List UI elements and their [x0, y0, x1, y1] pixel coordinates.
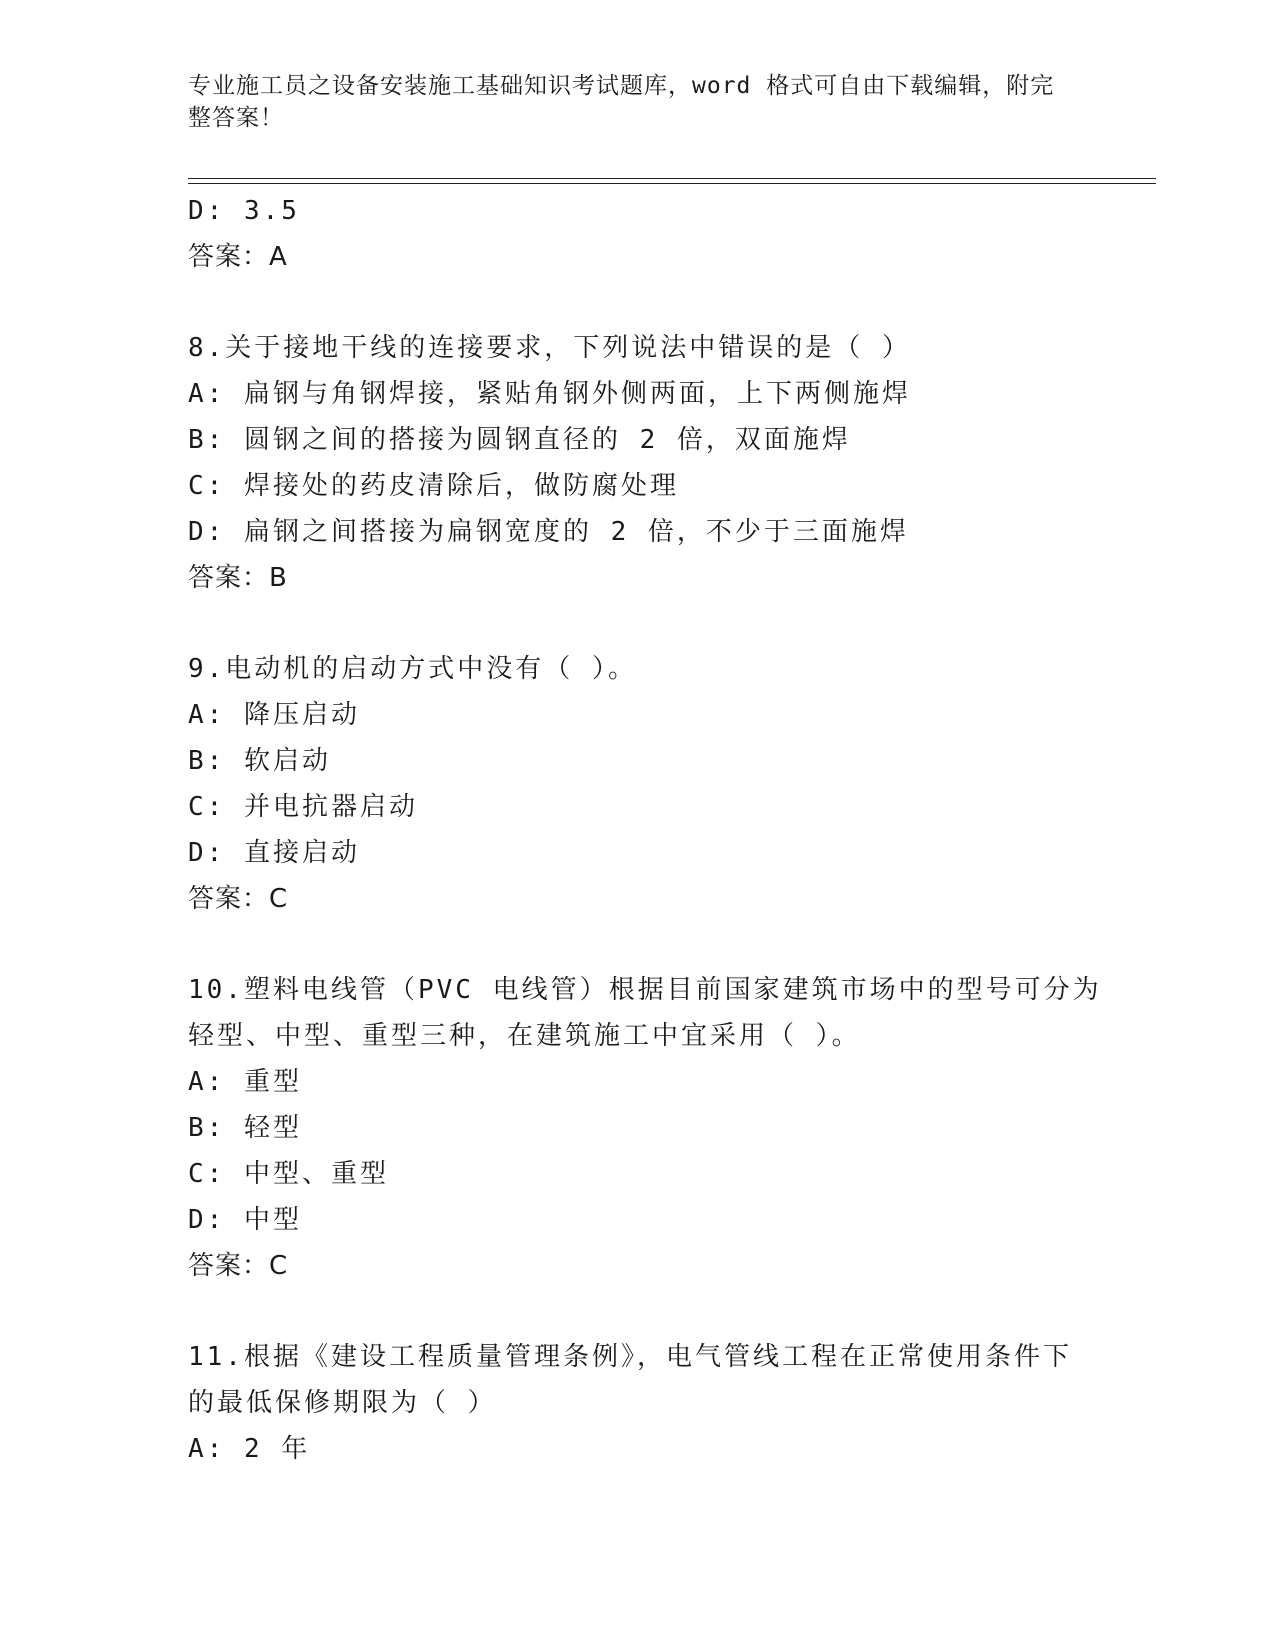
option-c: C: 并电抗器启动 [188, 792, 418, 822]
option-c: C: 中型、重型 [188, 1159, 389, 1189]
question-list [188, 188, 1102, 1472]
option-d: D: 3.5 [188, 196, 300, 226]
option-c: C: 焊接处的药皮清除后，做防腐处理 [188, 471, 679, 501]
answer-line: 答案：C [188, 1251, 289, 1281]
header-line-1: 专业施工员之设备安装施工基础知识考试题库，word 格式可自由下载编辑，附完 [188, 73, 1055, 99]
question-10 [188, 967, 1102, 1289]
document-header [188, 70, 1068, 134]
option-a: A: 扁钢与角钢焊接，紧贴角钢外侧两面，上下两侧施焊 [188, 379, 911, 409]
question-stem-line-2: 的最低保修期限为（ ） [188, 1388, 497, 1418]
question-stem-line-1: 11.根据《建设工程质量管理条例》，电气管线工程在正常使用条件下 [188, 1342, 1072, 1372]
option-b: B: 圆钢之间的搭接为圆钢直径的 2 倍，双面施焊 [188, 425, 851, 455]
answer-line: 答案：A [188, 242, 288, 272]
question-11 [188, 1334, 1088, 1472]
option-a: A: 2 年 [188, 1434, 311, 1464]
option-d: D: 扁钢之间搭接为扁钢宽度的 2 倍，不少于三面施焊 [188, 517, 909, 547]
question-8 [188, 325, 1088, 601]
question-9 [188, 646, 1088, 922]
option-d: D: 中型 [188, 1205, 302, 1235]
question-7-tail [188, 188, 1088, 280]
header-line-2: 整答案！ [188, 105, 284, 131]
header-divider-bottom [188, 183, 1156, 184]
question-stem: 9.电动机的启动方式中没有（ ）。 [188, 654, 637, 684]
header-divider-top [188, 178, 1156, 179]
question-stem: 8.关于接地干线的连接要求，下列说法中错误的是（ ） [188, 333, 911, 363]
answer-line: 答案：C [188, 884, 289, 914]
option-a: A: 重型 [188, 1067, 302, 1097]
question-stem-line-1: 10.塑料电线管（PVC 电线管）根据目前国家建筑市场中的型号可分为 [188, 975, 1102, 1005]
option-b: B: 软启动 [188, 746, 331, 776]
option-b: B: 轻型 [188, 1113, 302, 1143]
option-d: D: 直接启动 [188, 838, 360, 868]
answer-line: 答案：B [188, 563, 288, 593]
question-stem-line-2: 轻型、中型、重型三种，在建筑施工中宜采用（ ）。 [188, 1021, 861, 1051]
option-a: A: 降压启动 [188, 700, 360, 730]
